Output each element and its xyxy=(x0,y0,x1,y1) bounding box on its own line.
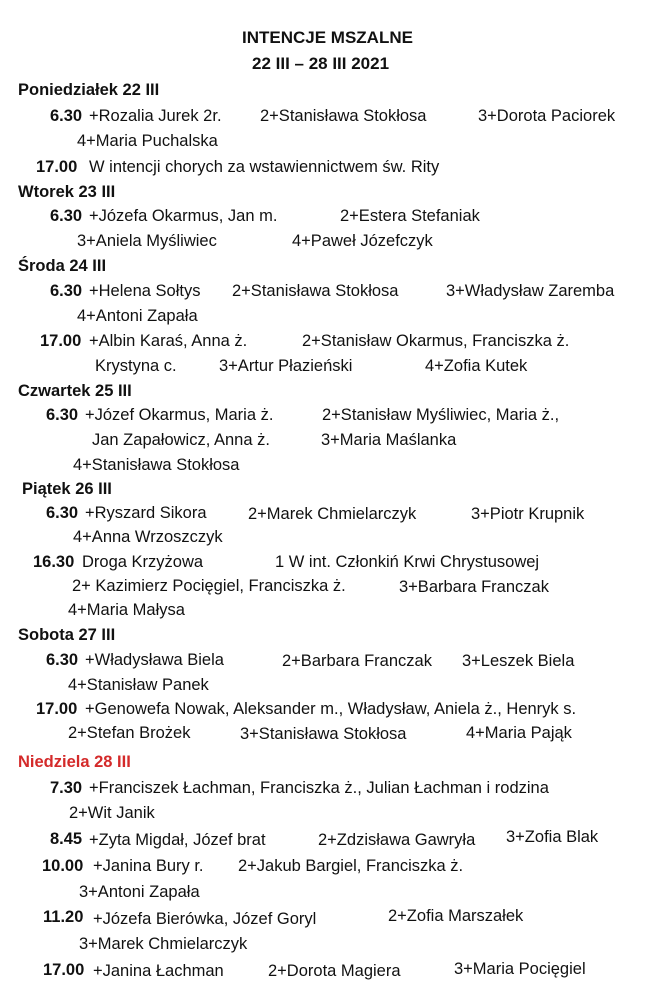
intention: +Helena Sołtys xyxy=(89,282,201,300)
intention: 2+ Kazimierz Pocięgiel, Franciszka ż. xyxy=(72,577,346,595)
intention: 2+Stanisława Stokłosa xyxy=(232,282,399,300)
intention: 2+Barbara Franczak xyxy=(282,652,432,670)
intention: 3+Władysław Zaremba xyxy=(446,282,615,300)
intention: 2+Zofia Marszałek xyxy=(388,907,524,925)
intention: 3+Marek Chmielarczyk xyxy=(79,935,248,953)
intention: 3+Barbara Franczak xyxy=(399,578,549,596)
intention: 2+Wit Janik xyxy=(69,804,155,822)
mass-time: 17.00 xyxy=(40,332,82,350)
intention: 3+Maria Pocięgiel xyxy=(454,960,586,978)
intention: +Józefa Okarmus, Jan m. xyxy=(89,207,278,225)
intention: 4+Maria Puchalska xyxy=(77,132,218,150)
intention: 4+Antoni Zapała xyxy=(77,307,198,325)
mass-time: 6.30 xyxy=(46,406,79,424)
intention: 3+Zofia Blak xyxy=(506,828,599,846)
mass-time: 17.00 xyxy=(43,961,85,979)
mass-time: 10.00 xyxy=(42,857,84,875)
intention: 4+Stanisława Stokłosa xyxy=(73,456,240,474)
page-title: INTENCJE MSZALNE xyxy=(242,28,413,47)
intention: +Józef Okarmus, Maria ż. xyxy=(85,406,274,424)
intention: 2+Estera Stefaniak xyxy=(340,207,480,225)
intention: 3+Dorota Paciorek xyxy=(478,107,616,125)
day-heading-friday: Piątek 26 III xyxy=(22,480,112,498)
intention: 2+Jakub Bargiel, Franciszka ż. xyxy=(238,857,464,875)
mass-time: 7.30 xyxy=(50,779,83,797)
day-heading-saturday: Sobota 27 III xyxy=(18,626,116,644)
mass-time: 17.00 xyxy=(36,700,78,718)
day-heading-thursday: Czwartek 25 III xyxy=(18,382,132,400)
intention: 3+Artur Płazieński xyxy=(219,357,353,375)
intention: W intencji chorych za wstawiennictwem św. Rity xyxy=(89,158,440,176)
intention: +Genowefa Nowak, Aleksander m., Władysław, Aniela ż., Henryk s. xyxy=(85,700,577,718)
mass-time: 6.30 xyxy=(50,207,83,225)
mass-time: 6.30 xyxy=(50,282,83,300)
intention: 4+Zofia Kutek xyxy=(425,357,528,375)
intention: +Józefa Bierówka, Józef Goryl xyxy=(93,910,317,928)
mass-time: 17.00 xyxy=(36,158,78,176)
intention: 4+Stanisław Panek xyxy=(68,676,209,694)
intention: 3+Stanisława Stokłosa xyxy=(240,725,407,743)
intention: +Albin Karaś, Anna ż. xyxy=(89,332,248,350)
intention: +Rozalia Jurek 2r. xyxy=(89,107,222,125)
mass-time: 8.45 xyxy=(50,830,83,848)
intention: 3+Leszek Biela xyxy=(462,652,575,670)
intention: 3+Aniela Myśliwiec xyxy=(77,232,217,250)
intention: 4+Paweł Józefczyk xyxy=(292,232,433,250)
mass-time: 11.20 xyxy=(43,908,84,926)
intention: +Ryszard Sikora xyxy=(85,504,207,522)
intention: 2+Dorota Magiera xyxy=(268,962,401,980)
intention: 2+Marek Chmielarczyk xyxy=(248,505,417,523)
intention: 4+Anna Wrzoszczyk xyxy=(73,528,223,546)
intention: +Władysława Biela xyxy=(85,651,224,669)
intention: 2+Stanisława Stokłosa xyxy=(260,107,427,125)
intention: 2+Stanisław Okarmus, Franciszka ż. xyxy=(302,332,570,350)
mass-time: 6.30 xyxy=(50,107,83,125)
day-heading-tuesday: Wtorek 23 III xyxy=(18,183,116,201)
intention: +Janina Łachman xyxy=(93,962,224,980)
intention: 2+Stefan Brożek xyxy=(68,724,191,742)
intention: Jan Zapałowicz, Anna ż. xyxy=(92,431,270,449)
mass-time: 6.30 xyxy=(46,504,79,522)
mass-time: 16.30 xyxy=(33,553,75,571)
intention: 2+Stanisław Myśliwiec, Maria ż., xyxy=(322,406,560,424)
day-heading-sunday: Niedziela 28 III xyxy=(18,753,131,771)
intention: 3+Piotr Krupnik xyxy=(471,505,585,523)
intention: 4+Maria Pająk xyxy=(466,724,572,742)
intention: +Janina Bury r. xyxy=(93,857,204,875)
day-heading-monday: Poniedziałek 22 III xyxy=(18,81,160,99)
intention: Droga Krzyżowa xyxy=(82,553,204,571)
mass-time: 6.30 xyxy=(46,651,79,669)
date-range: 22 III – 28 III 2021 xyxy=(252,54,390,73)
intention: +Zyta Migdał, Józef brat xyxy=(89,831,266,849)
intention: 3+Maria Maślanka xyxy=(321,431,457,449)
day-heading-wednesday: Środa 24 III xyxy=(18,257,107,275)
intention: 2+Zdzisława Gawryła xyxy=(318,831,476,849)
intention: Krystyna c. xyxy=(95,357,177,375)
intention: 1 W int. Członkiń Krwi Chrystusowej xyxy=(275,553,540,571)
intention: 3+Antoni Zapała xyxy=(79,883,200,901)
intention: +Franciszek Łachman, Franciszka ż., Julian Łachman i rodzina xyxy=(89,779,549,797)
intention: 4+Maria Małysa xyxy=(68,601,185,619)
